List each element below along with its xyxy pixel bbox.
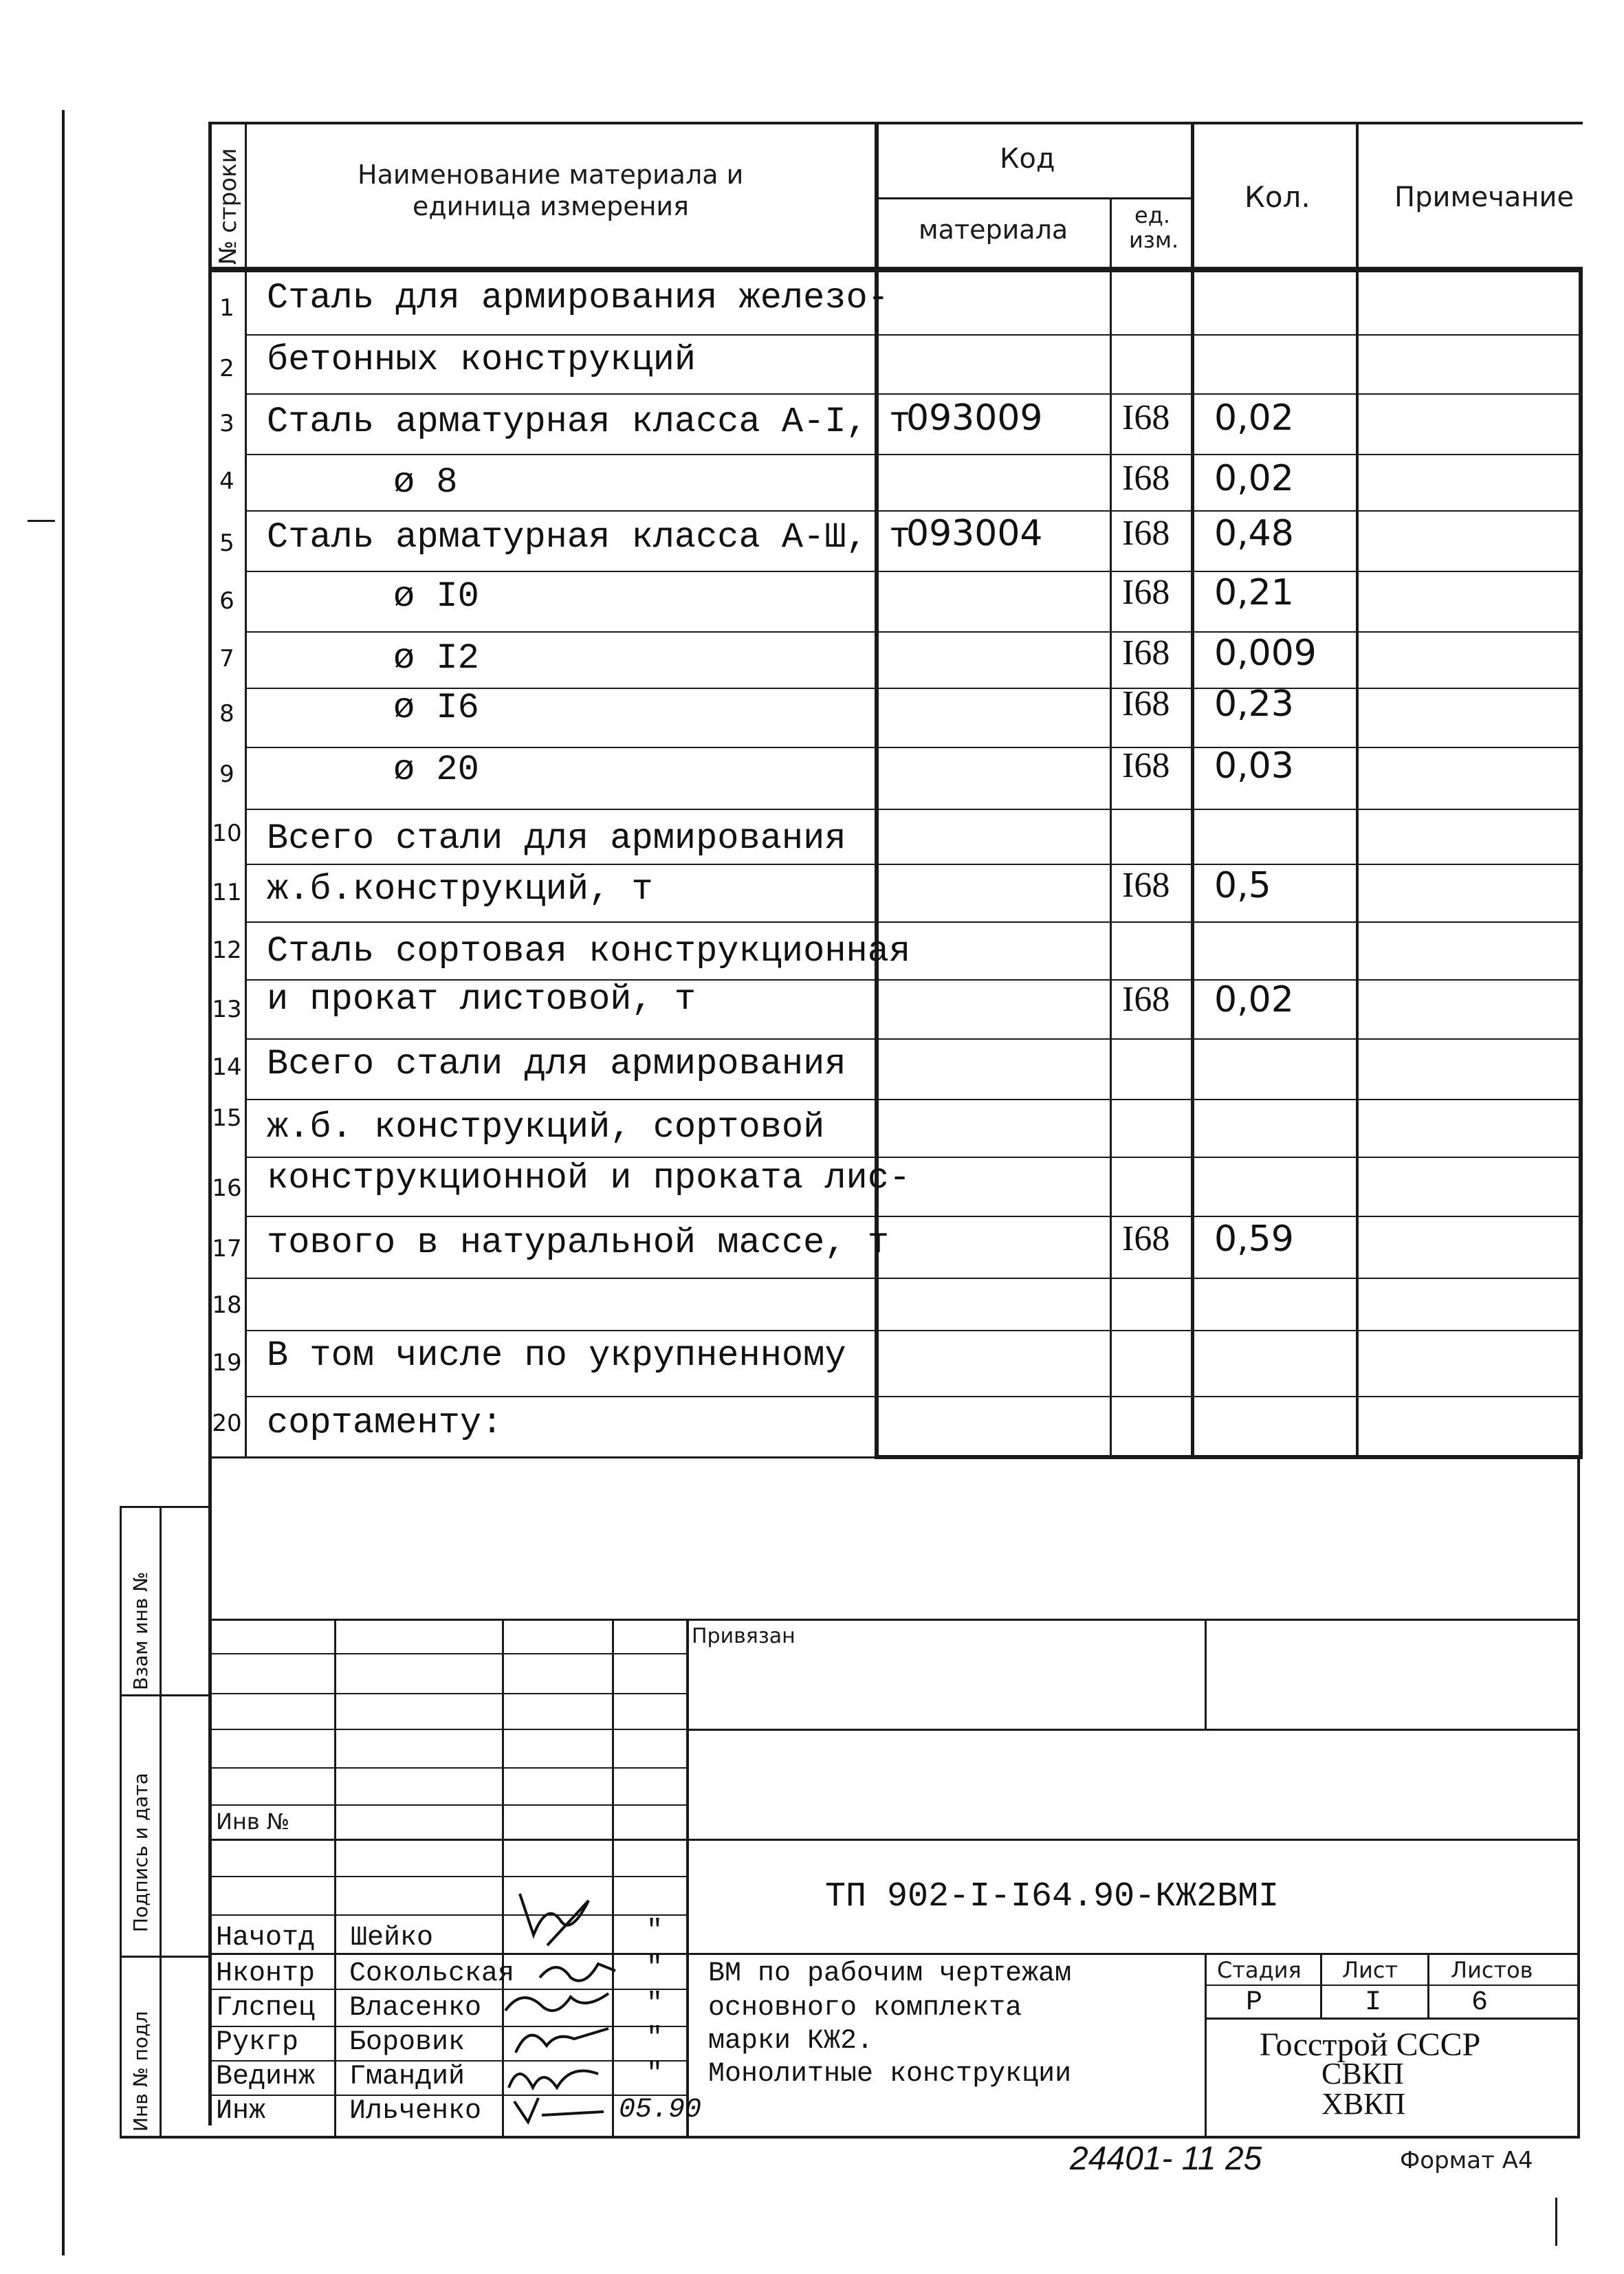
header-qty: Кол. (1244, 180, 1310, 214)
unit-column-border (1110, 197, 1112, 1458)
signature-stroke (505, 1993, 608, 2011)
row-number: 16 (212, 1174, 242, 1202)
row-code: 093009 (906, 397, 1043, 439)
row-number: 5 (219, 529, 234, 557)
row-line (245, 393, 1583, 395)
table-right-border (1579, 267, 1583, 1459)
row-number: 1 (219, 294, 234, 322)
rownum-bottom (208, 1456, 1564, 1458)
row-number: 3 (219, 410, 234, 437)
stamp-line (208, 1653, 687, 1654)
stamp-vline (612, 1619, 614, 2137)
frame-bottom (120, 2136, 1580, 2139)
row-name: Сталь арматурная класса А-Ш, т (267, 517, 911, 558)
row-qty: 0,02 (1214, 979, 1294, 1020)
row-name: Всего стали для армирования (267, 818, 846, 859)
row-qty: 0,59 (1214, 1218, 1294, 1260)
row-name: Всего стали для армирования (267, 1044, 846, 1084)
edge-mark (1555, 2198, 1557, 2246)
stamp-vline (1320, 1953, 1322, 2019)
row-name: ø I2 (393, 638, 479, 679)
stamp-role: Инж (216, 2096, 266, 2127)
stamp-line (208, 1729, 687, 1730)
row-unit: I68 (1122, 1219, 1170, 1258)
stamp-line (208, 1619, 1578, 1621)
row-number: 2 (219, 355, 234, 382)
stamp-title-line1: ВМ по рабочим чертежам (708, 1958, 1072, 1989)
row-name: ø I0 (393, 576, 479, 617)
row-unit: I68 (1122, 746, 1170, 785)
stamp-date: " (646, 2023, 663, 2054)
row-name: Сталь для армирования железо- (267, 278, 889, 318)
row-name: Сталь сортовая конструкционная (267, 931, 911, 972)
header-unit-line1: ед. (1134, 202, 1170, 228)
row-qty: 0,23 (1214, 684, 1294, 725)
stamp-role: Вединж (216, 2062, 316, 2092)
stamp-privyazan: Привязан (692, 1624, 795, 1648)
stamp-sheet: I (1365, 1987, 1382, 2018)
stamp-date: " (646, 1989, 663, 2020)
header-bottom-border (210, 267, 1583, 272)
stamp-vline (1427, 1953, 1429, 2019)
stamp-date: " (646, 1916, 663, 1947)
header-unit-line2: изм. (1129, 227, 1179, 253)
stamp-line (208, 1693, 687, 1694)
row-number: 15 (212, 1104, 242, 1132)
row-code: 093004 (906, 513, 1043, 554)
row-name: ж.б.конструкций, т (267, 869, 653, 910)
stamp-line (208, 1804, 687, 1806)
row-name: тового в натуральной массе, т (267, 1223, 889, 1263)
side-strip-top (120, 1506, 209, 1508)
stamp-line (208, 1876, 687, 1877)
signature-stroke (514, 2098, 604, 2122)
row-qty: 0,02 (1214, 458, 1294, 499)
signature-stroke (540, 1964, 615, 1981)
stamp-person: Боровик (349, 2027, 465, 2058)
code-header-split (877, 197, 1194, 199)
row-line (245, 510, 1583, 512)
stamp-vline (686, 1619, 689, 2137)
row-name: конструкционной и проката лис- (267, 1158, 911, 1199)
row-line (245, 1396, 1583, 1397)
stamp-line (208, 1914, 687, 1916)
row-number: 10 (212, 820, 242, 847)
stamp-designation: ТП 902-I-I64.90-КЖ2ВМI (825, 1877, 1280, 1916)
row-line (245, 1216, 1583, 1217)
row-line (245, 809, 1583, 810)
stamp-person: Власенко (349, 1993, 482, 2024)
row-line (245, 1330, 1583, 1331)
row-unit: I68 (1122, 459, 1170, 498)
row-unit: I68 (1122, 633, 1170, 673)
stamp-date: " (646, 2059, 663, 2090)
row-unit: I68 (1122, 866, 1170, 905)
header-code: Код (1000, 143, 1055, 175)
stamp-role: Начотд (216, 1923, 316, 1954)
stamp-org-line1: Госстрой СССР (1260, 2026, 1481, 2063)
side-podpis-data: Подпись и дата (129, 1773, 152, 1932)
signature-ilchenko (507, 2088, 611, 2129)
stamp-role: Нконтр (216, 1958, 316, 1989)
side-strip-inner (160, 1506, 162, 2139)
row-number: 4 (219, 468, 234, 495)
stamp-title-line3: марки КЖ2. (708, 2026, 874, 2057)
row-number: 18 (212, 1291, 242, 1319)
row-line (245, 631, 1583, 633)
row-qty: 0,21 (1214, 572, 1294, 613)
stamp-person: Ильченко (349, 2096, 482, 2127)
stamp-person: Сокольская (349, 1958, 515, 1989)
side-inv-podl: Инв № подл (129, 2011, 152, 2132)
stamp-line (687, 1729, 1578, 1731)
row-name: сортаменту: (267, 1403, 503, 1443)
signature-stroke (516, 2029, 608, 2053)
row-unit: I68 (1122, 573, 1170, 612)
header-code-material: материала (919, 215, 1068, 245)
row-qty: 0,02 (1214, 397, 1294, 439)
row-line (245, 1278, 1583, 1279)
stamp-org-line2: СВКП (1321, 2057, 1404, 2090)
stamp-role: Рукгр (216, 2027, 299, 2058)
stamp-line (208, 1767, 687, 1769)
row-unit: I68 (1122, 398, 1170, 437)
row-number: 13 (212, 996, 242, 1023)
stamp-sheets: 6 (1471, 1987, 1489, 2018)
row-line (245, 571, 1583, 572)
stamp-line (1205, 1985, 1578, 1986)
qty-column-border (1191, 122, 1194, 1458)
header-row-number: № строки (215, 148, 242, 265)
stamp-date: " (646, 1953, 663, 1984)
row-qty: 0,48 (1214, 513, 1294, 554)
row-number: 12 (212, 937, 242, 964)
row-line (245, 454, 1583, 455)
stamp-person: Гмандий (349, 2062, 465, 2092)
frame-right (1577, 1456, 1580, 2139)
table-top-border (210, 122, 1583, 124)
binding-margin-line (62, 110, 65, 2255)
stamp-title-line2: основного комплекта (708, 1993, 1022, 2024)
stamp-stage: Р (1246, 1987, 1263, 2018)
row-name: бетонных конструкций (267, 340, 696, 380)
row-unit: I68 (1122, 514, 1170, 553)
footer-handwritten-number: 24401- 11 25 (1070, 2141, 1262, 2177)
stamp-person: Шейко (351, 1923, 434, 1954)
row-line (245, 921, 1583, 923)
note-column-border (1356, 122, 1359, 1458)
signature-stroke (520, 1894, 589, 1945)
stamp-sheets-label: Листов (1451, 1957, 1533, 1983)
signature-stroke (509, 2071, 598, 2088)
header-note: Примечание (1394, 182, 1574, 213)
side-vzam-inv: Взам инв № (129, 1571, 152, 1690)
stamp-role: Глспец (216, 1993, 316, 2024)
stamp-title-line4: Монолитные конструкции (708, 2059, 1072, 2090)
header-name-line2: единица измерения (413, 191, 689, 221)
row-line (245, 1038, 1583, 1040)
side-strip-div1 (120, 1694, 209, 1696)
row-name: В том числе по укрупненному (267, 1335, 846, 1376)
row-qty: 0,009 (1214, 633, 1317, 674)
row-unit: I68 (1122, 684, 1170, 723)
row-number: 9 (219, 761, 234, 788)
row-number: 6 (219, 587, 234, 615)
row-line (245, 334, 1583, 336)
stamp-inv-no: Инв № (216, 1808, 290, 1835)
row-name: ø I6 (393, 688, 479, 728)
row-name: Сталь арматурная класса А-I, т (267, 402, 911, 442)
stamp-stage-label: Стадия (1217, 1957, 1302, 1983)
row-line (245, 864, 1583, 865)
side-strip-left (120, 1506, 122, 2139)
row-unit: I68 (1122, 980, 1170, 1019)
footer-format: Формат А4 (1400, 2147, 1533, 2174)
stamp-vline (1205, 1953, 1207, 2137)
row-number: 19 (212, 1349, 242, 1377)
row-line (245, 747, 1583, 748)
signature-sheyko (506, 1887, 609, 1949)
row-name: ø 8 (393, 462, 458, 503)
stamp-line (208, 1839, 1578, 1841)
row-name: ж.б. конструкций, сортовой (267, 1107, 825, 1148)
row-qty: 0,5 (1214, 865, 1271, 906)
stamp-vline (334, 1619, 336, 2137)
row-number: 17 (212, 1235, 242, 1262)
row-number: 11 (212, 879, 242, 906)
row-name: и прокат листовой, т (267, 979, 696, 1020)
row-number: 20 (212, 1410, 242, 1437)
header-name-line1: Наименование материала и (358, 160, 744, 190)
row-qty: 0,03 (1214, 745, 1294, 787)
row-number: 8 (219, 700, 234, 728)
row-number: 14 (212, 1053, 242, 1081)
row-line (245, 1099, 1583, 1100)
row-name: ø 20 (393, 750, 479, 790)
stamp-date: 05.90 (619, 2095, 702, 2125)
margin-tick (28, 520, 55, 522)
stamp-org-line3: ХВКП (1321, 2087, 1406, 2121)
row-number: 7 (219, 645, 234, 673)
side-strip-div2 (120, 1956, 209, 1958)
stamp-sheet-label: Лист (1342, 1957, 1398, 1983)
stamp-vline (1205, 1619, 1207, 1730)
